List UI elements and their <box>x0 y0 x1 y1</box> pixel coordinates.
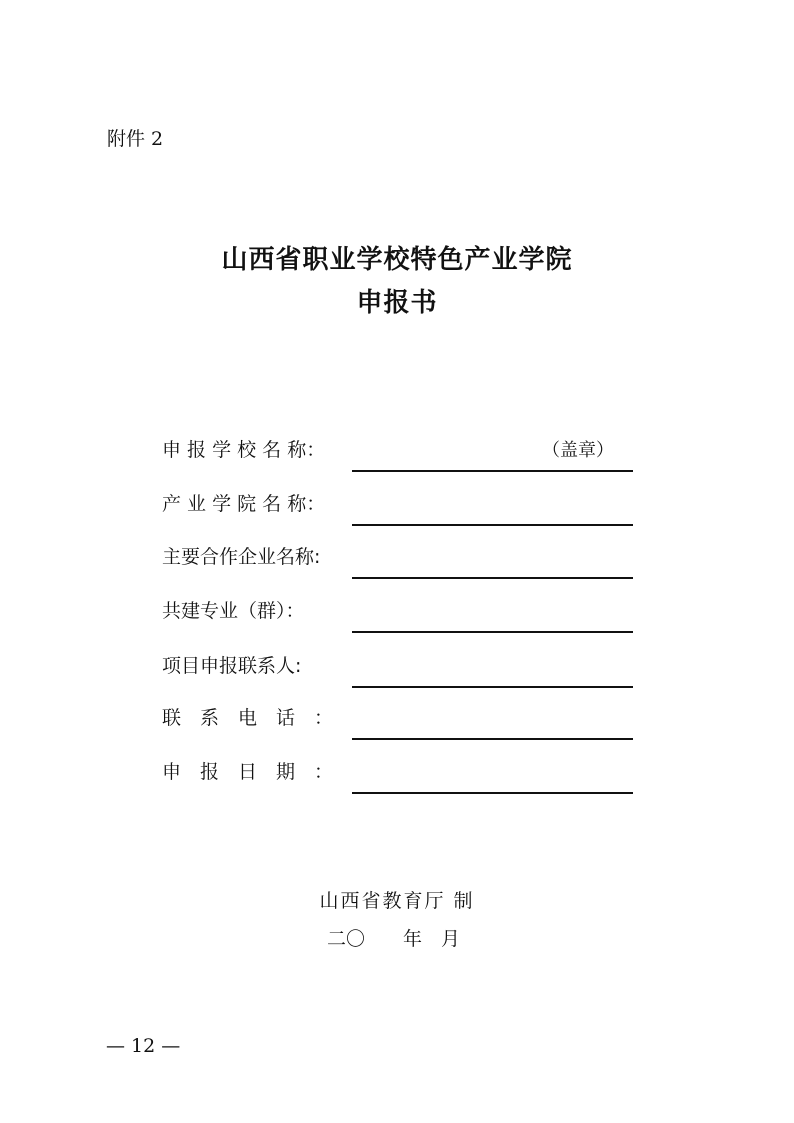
field-label: 项目申报联系人: <box>162 655 302 677</box>
fill-line <box>352 577 633 579</box>
field-label: 联 系 电 话 ： <box>162 707 334 729</box>
seal-note: （盖章） <box>542 440 614 461</box>
document-subtitle: 申报书 <box>356 288 438 318</box>
field-application-date <box>162 754 642 794</box>
field-label: 申 报 学 校 名 称： <box>162 439 326 461</box>
field-label: 主要合作企业名称: <box>162 546 321 568</box>
field-label: 申 报 日 期 ： <box>162 761 334 783</box>
field-school-name <box>162 432 642 472</box>
page-number: — 12 — <box>106 1035 181 1057</box>
field-contact-person <box>162 648 642 688</box>
field-label: 共建专业（群）： <box>162 600 305 622</box>
fill-line <box>352 792 633 794</box>
fill-line <box>352 470 633 472</box>
document-title: 山西省职业学校特色产业学院 <box>221 245 573 275</box>
issuer-line: 山西省教育厅 制 <box>319 890 475 912</box>
fill-line <box>352 524 633 526</box>
attachment-label: 附件 2 <box>107 128 164 150</box>
field-label: 产 业 学 院 名 称： <box>162 493 326 515</box>
fill-line <box>352 738 633 740</box>
field-industry-college-name <box>162 486 642 526</box>
field-partner-enterprise <box>162 539 642 579</box>
fill-line <box>352 631 633 633</box>
fill-line <box>352 686 633 688</box>
field-joint-major <box>162 593 642 633</box>
field-contact-phone <box>162 700 642 740</box>
issue-date: 二〇 年 月 <box>327 928 461 950</box>
